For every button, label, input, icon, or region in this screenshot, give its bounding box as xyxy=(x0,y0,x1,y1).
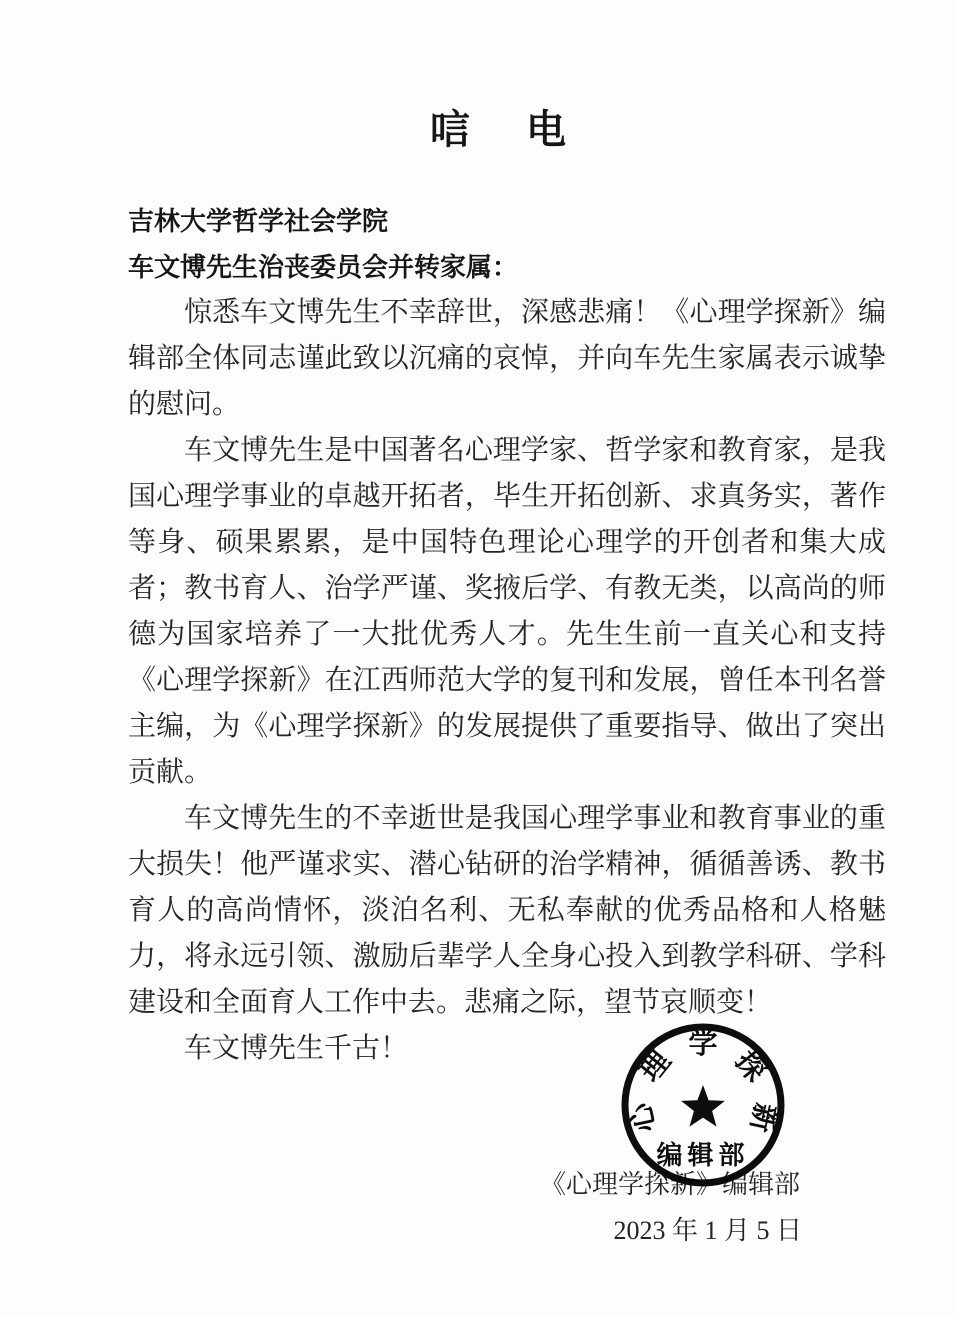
date-line: 2023 年 1 月 5 日 xyxy=(613,1216,802,1245)
document-title: 唁 电 xyxy=(430,108,574,152)
recipient-line-institution: 吉林大学哲学社会学院 xyxy=(128,206,389,236)
recipient-line-committee: 车文博先生治丧委员会并转家属： xyxy=(128,252,519,282)
seal-arc-char-3: 学 xyxy=(688,1028,718,1060)
body-paragraph-1: 惊悉车文博先生不幸辞世，深感悲痛！《心理学探新》编辑部全体同志谨此致以沉痛的哀悼，并向车先生家属表示诚挚的慰问。 xyxy=(128,297,886,420)
editorial-seal xyxy=(618,1020,788,1190)
signature-line: 《心理学探新》编辑部 xyxy=(539,1170,800,1199)
seal-bottom-text: 编辑部 xyxy=(656,1140,750,1170)
seal-arc-char-4: 探 xyxy=(728,1045,772,1088)
body-paragraph-3: 车文博先生的不幸逝世是我国心理学事业和教育事业的重大损失！他严谨求实、潜心钻研的治学精神，循循善诱、教书育人的高尚情怀，淡泊名利、无私奉献的优秀品格和人格魅力，将永远引领、激励后辈学人全身心投入到教学科研、学科建设和全面育人工作中去。悲痛之际，望节哀顺变！ xyxy=(128,803,886,1018)
star-icon xyxy=(681,1085,725,1127)
seal-arc-char-5: 新 xyxy=(744,1100,782,1136)
seal-arc-char-2: 理 xyxy=(634,1045,678,1088)
closing-tribute-line: 车文博先生千古！ xyxy=(184,1033,409,1064)
seal-arc-char-1: 心 xyxy=(624,1100,662,1136)
body-paragraph-2: 车文博先生是中国著名心理学家、哲学家和教育家，是我国心理学事业的卓越开拓者，毕生开拓创新、求真务实，著作等身、硕果累累，是中国特色理论心理学的开创者和集大成者；教书育人、治学严谨、奖掖后学、有教无类，以高尚的师德为国家培养了一大批优秀人才。先生生前一直关心和支持《心理学探新》在江西师范大学的复刊和发展，曾任本刊名誉主编，为《心理学探新》的发展提供了重要指导、做出了突出贡献。 xyxy=(128,435,886,788)
